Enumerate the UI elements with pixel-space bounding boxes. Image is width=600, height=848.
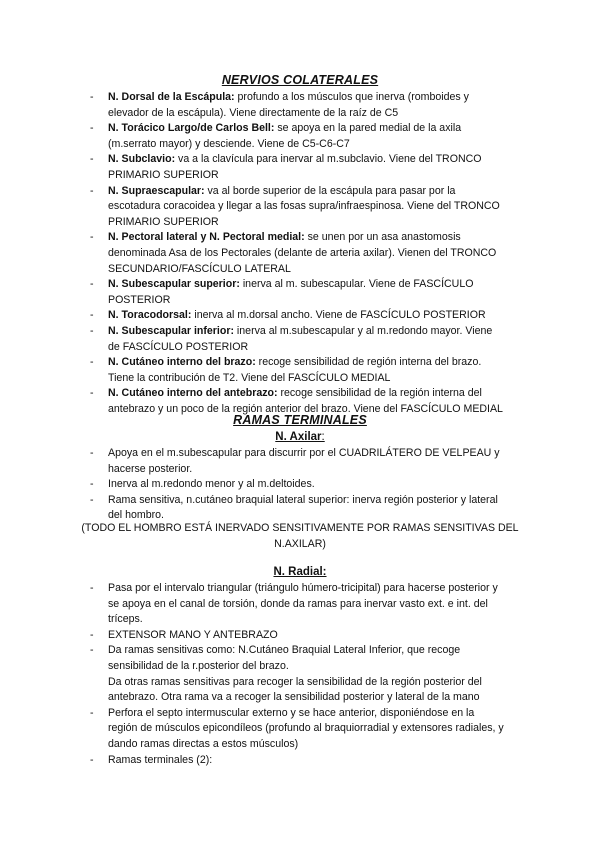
nerve-description: recoge sensibilidad de región interna del brazo. Tiene la contribución de T2. Viene del FASCÍCULO MEDIAL xyxy=(108,356,482,384)
nerve-name: N. Cutáneo interno del antebrazo: xyxy=(108,387,278,400)
list-item: - Pasa por el intervalo triangular (triángulo húmero-tricipital) para hacerse posterior y se apoya en el canal de torsión, donde da ramas para inervar vasto ext. e int. del tríceps. xyxy=(90,582,498,626)
nerve-name: N. Toracodorsal: xyxy=(108,309,192,322)
title-nervios-colaterales: NERVIOS COLATERALES xyxy=(221,73,379,87)
nerve-name: N. Supraescapular: xyxy=(108,184,205,197)
list-item: - N. Subclavio: va a la clavícula para inervar al m.subclavio. Viene del TRONCO PRIMARIO SUPERIOR xyxy=(90,153,482,181)
axilar-item-text: Rama sensitiva, n.cutáneo braquial lateral superior: inerva región posterior y lateral del hombro. xyxy=(108,493,498,522)
list-item: - N. Dorsal de la Escápula: profundo a los músculos que inerva (romboides y elevador de la escápula). Viene directamente de la raíz de C5 xyxy=(90,91,469,119)
nerve-name: N. Torácico Largo/de Carlos Bell: xyxy=(108,122,275,135)
radial-item-text: Pasa por el intervalo triangular (triángulo húmero-tricipital) para hacerse posterior y se apoya en el canal de torsión, donde da ramas para inervar vasto ext. e int. del tríceps. xyxy=(108,582,498,626)
radial-item-text: EXTENSOR MANO Y ANTEBRAZO xyxy=(108,628,278,641)
nerve-description: inerva al m.dorsal ancho. Viene de FASCÍCULO POSTERIOR xyxy=(191,309,486,322)
list-item: - N. Subescapular superior: inerva al m. subescapular. Viene de FASCÍCULO POSTERIOR xyxy=(90,278,474,306)
axilar-item-text: Apoya en el m.subescapular para discurrir por el CUADRILÁTERO DE VELPEAU y hacerse posterior. xyxy=(108,447,500,475)
nerve-description: recoge sensibilidad de la región interna del antebrazo y un poco de la región anterior del brazo. Viene del FASCÍCULO MEDIAL xyxy=(108,387,503,415)
nerve-description: se apoya en la pared medial de la axila (m.serrato mayor) y desciende. Viene de C5-C6-C7 xyxy=(108,122,462,150)
radial-item-extra: Da otras ramas sensitivas para recoger la sensibilidad de la región posterior del antebrazo. Otra rama va a recoger la sensibilidad posterior y lateral de la mano xyxy=(108,675,482,704)
radial-item-text: Ramas terminales (2): xyxy=(108,753,213,766)
nerve-name: N. Subescapular superior: xyxy=(108,278,240,291)
list-item: - N. Subescapular inferior: inerva al m.subescapular y al m.redondo mayor. Viene de FASCÍCULO POSTERIOR xyxy=(90,324,493,353)
list-item: - Ramas terminales (2): xyxy=(90,753,213,766)
list-item: - N. Cutáneo interno del antebrazo: recoge sensibilidad de la región interna del antebrazo y un poco de la región anterior del brazo. Viene del FASCÍCULO MEDIAL xyxy=(90,387,503,415)
heading-n-radial: N. Radial: xyxy=(273,566,327,578)
nerve-description: va a la clavícula para inervar al m.subclavio. Viene del TRONCO PRIMARIO SUPERIOR xyxy=(108,153,482,181)
axilar-list xyxy=(0,446,600,524)
list-item: - N. Cutáneo interno del brazo: recoge sensibilidad de región interna del brazo. Tiene la contribución de T2. Viene del FASCÍCULO MEDIAL xyxy=(90,356,482,384)
title-ramas-terminales: RAMAS TERMINALES xyxy=(233,413,367,427)
list-item: - N. Toracodorsal: inerva al m.dorsal ancho. Viene de FASCÍCULO POSTERIOR xyxy=(90,309,486,322)
list-item: - N. Pectoral lateral y N. Pectoral medial: se unen por un asa anastomosis denominada Asa de los Pectorales (delante de arteria axilar). Vienen del TRONCO SECUNDARIO/FASCÍCULO LATERAL xyxy=(90,231,497,275)
nerve-description: se unen por un asa anastomosis denominada Asa de los Pectorales (delante de arteria axilar). Vienen del TRONCO SECUNDARIO/FASCÍCULO LATERAL xyxy=(108,231,497,275)
nerve-description: inerva al m.subescapular y al m.redondo mayor. Viene de FASCÍCULO POSTERIOR xyxy=(108,324,493,353)
list-item: - Da ramas sensitivas como: N.Cutáneo Braquial Lateral Inferior, que recoge sensibilidad de la r.posterior del brazo. Da otras ramas sensitivas para recoger la sensibilidad de la región posterior del antebrazo. Otra rama va a recoger la sensibilidad posterior y lateral de la mano xyxy=(0,643,600,705)
list-item: - Apoya en el m.subescapular para discurrir por el CUADRILÁTERO DE VELPEAU y hacerse posterior. xyxy=(90,447,500,475)
nerve-name: N. Dorsal de la Escápula: xyxy=(108,91,235,103)
nerve-description: va al borde superior de la escápula para pasar por la escotadura coracoidea y llegar a las fosas supra/infraespinosa. Viene del TRONCO PRIMARIO SUPERIOR xyxy=(108,184,500,228)
nerve-name: N. Cutáneo interno del brazo: xyxy=(108,356,256,369)
nerve-description: profundo a los músculos que inerva (romboides y elevador de la escápula). Viene directamente de la raíz de C5 xyxy=(108,91,469,119)
heading-n-axilar xyxy=(0,430,600,446)
axilar-note: (TODO EL HOMBRO ESTÁ INERVADO SENSITIVAMENTE POR RAMAS SENSITIVAS DEL N.AXILAR) xyxy=(81,522,519,550)
nerve-name: N. Pectoral lateral y N. Pectoral medial: xyxy=(108,231,305,244)
radial-list xyxy=(0,581,600,768)
radial-item-text: Perfora el septo intermuscular externo y se hace anterior, disponiéndose en la región de músculos epicondíleos (profundo al braquiorradial y extensores radiales, y dando ramas directas a estos músculos) xyxy=(108,706,504,750)
nerve-description: inerva al m. subescapular. Viene de FASCÍCULO POSTERIOR xyxy=(108,278,474,306)
nerve-name: N. Subclavio: xyxy=(108,153,176,166)
nerve-name: N. Subescapular inferior: xyxy=(108,324,234,337)
axilar-item-text: Inerva al m.redondo menor y al m.deltoides. xyxy=(108,478,315,491)
list-item: - Inerva al m.redondo menor y al m.deltoides. xyxy=(90,478,315,491)
list-item: - Perfora el septo intermuscular externo y se hace anterior, disponiéndose en la región de músculos epicondíleos (profundo al braquiorradial y extensores radiales, y dando ramas directas a estos músculos) xyxy=(90,706,504,750)
list-item: - EXTENSOR MANO Y ANTEBRAZO xyxy=(90,628,278,641)
axilar-title-suffix: : xyxy=(321,431,325,443)
list-item: - N. Torácico Largo/de Carlos Bell: se apoya en la pared medial de la axila (m.serrato mayor) y desciende. Viene de C5-C6-C7 xyxy=(90,122,462,150)
list-item: - N. Supraescapular: va al borde superior de la escápula para pasar por la escotadura coracoidea y llegar a las fosas supra/infraespinosa. Viene del TRONCO PRIMARIO SUPERIOR xyxy=(90,184,500,228)
radial-item-text: Da ramas sensitivas como: N.Cutáneo Braquial Lateral Inferior, que recoge sensibilidad de la r.posterior del brazo. xyxy=(108,644,461,672)
collateral-nerves-list xyxy=(0,90,600,417)
list-item: - Rama sensitiva, n.cutáneo braquial lateral superior: inerva región posterior y lateral del hombro. xyxy=(90,493,498,522)
axilar-title: N. Axilar xyxy=(275,431,322,443)
